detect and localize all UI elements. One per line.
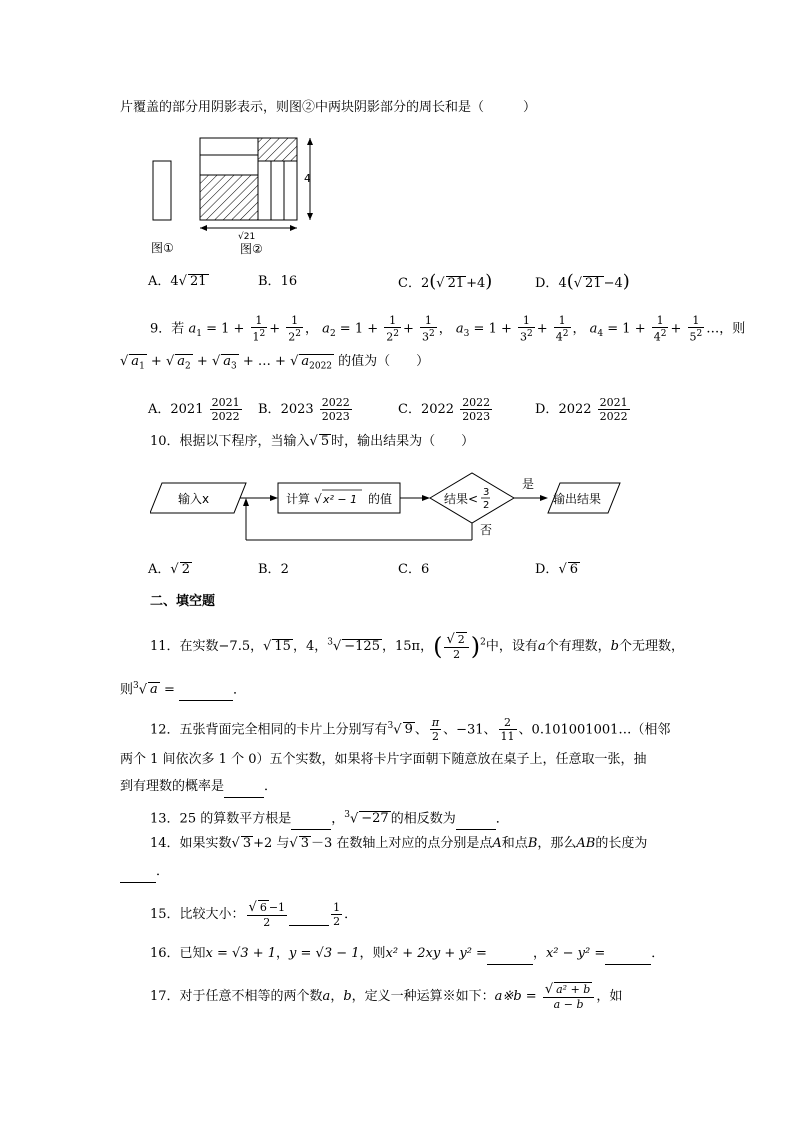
shade-top-right xyxy=(258,138,297,161)
q14-line2: ． xyxy=(120,862,169,883)
flow-no: 否 xyxy=(480,523,493,537)
q16-blank1[interactable] xyxy=(487,944,533,965)
q16-y-eq: y = √3 − 1 xyxy=(289,946,360,961)
q8-option-d: D．4(√ 21 −4) xyxy=(535,271,630,292)
q10-option-b: B．2 xyxy=(258,562,289,577)
shade-bottom-left xyxy=(200,175,258,220)
q9-option-c: C．2022 $\frac{2022}{2023}$ xyxy=(398,396,491,423)
q8-figure xyxy=(145,128,335,258)
width-label: √21 xyxy=(238,232,256,242)
q9-option-d: D．2022 $\frac{2021}{2022}$ xyxy=(535,396,628,423)
flow-compute-expr: x² − 1 xyxy=(323,493,358,506)
q8-option-b: B．16 xyxy=(258,274,298,289)
flow-cond-a: 结果< xyxy=(444,492,479,506)
q10-option-a: A．√ 2 xyxy=(148,562,190,577)
flow-cond-den: 2 xyxy=(483,500,490,511)
flow-yes: 是 xyxy=(522,477,535,491)
q11-line1: 11．在实数−7.5，√ 15 ，4，$^3$√ −125 ，15π，( $\frac{√ 2}{2}$ )$^2$中，设有a个有理数，b个无理数， xyxy=(150,632,684,661)
svg-text:√: √ xyxy=(314,492,322,506)
fig1-rect xyxy=(153,161,171,220)
q10-flowchart xyxy=(150,468,625,548)
flow-compute-b: 的值 xyxy=(368,492,393,506)
q13-blank2[interactable] xyxy=(456,809,496,830)
q13-blank1[interactable] xyxy=(291,809,331,830)
q10-option-c: C．6 xyxy=(398,562,430,577)
q15-line: 15．比较大小： $\frac{√ 6 -1}{2}$ $\frac{1}{2}$ ． xyxy=(150,900,358,929)
q11-blank[interactable] xyxy=(179,680,233,701)
flow-output: 输出结果 xyxy=(553,492,602,506)
flow-input: 输入x xyxy=(178,492,210,506)
fig2-label: 图② xyxy=(240,242,263,256)
q9-option-a: A．2021 $\frac{2021}{2022}$ xyxy=(148,396,240,423)
flow-compute-a: 计算 xyxy=(286,492,311,506)
q12-line2: 两个 1 间依次多 1 个 0）五个实数，如果将卡片字面朝下随意放在桌子上，任意取一张，抽 xyxy=(120,752,647,767)
q15-blank[interactable] xyxy=(289,905,329,926)
flow-cond-num: 3 xyxy=(483,487,490,498)
q12-blank[interactable] xyxy=(224,777,264,798)
q8-option-c: C．2(√ 21 +4) xyxy=(398,271,493,292)
q11-line2: 则$^3$√ a = ． xyxy=(120,676,246,701)
q12-line1: 12．五张背面完全相同的卡片上分别写有$^3$√ 9 、 $\frac{\pi}{2}$ 、−31、 $\frac{2}{11}$ 、0.101001001…（相邻 xyxy=(150,716,671,744)
q17-line: 17．对于任意不相等的两个数a，b，定义一种运算※如下：a※b = $\frac{\text{√ a² + b}}{a - b}$ ，如 xyxy=(150,982,623,1011)
q8-stem-tail: 片覆盖的部分用阴影表示，则图②中两块阴影部分的周长和是（ ） xyxy=(120,100,537,115)
q8-option-a: A．4√ 21 xyxy=(148,274,207,289)
q10-stem: 10．根据以下程序，当输入√ 5 时，输出结果为（ ） xyxy=(150,434,475,449)
height-label: 4 xyxy=(304,172,311,185)
q9-sum-line: √ $a_1$ + √ $a_2$ + √ $a_3$ + … + √ $a_{2022}$ 的值为（ ） xyxy=(120,354,430,372)
q16-line: 16．已知x = √3 + 1，y = √3 − 1，则x² + 2xy + y² = ，x² − y² = ． xyxy=(150,944,664,965)
fig1-label: 图① xyxy=(151,241,174,255)
q16-blank2[interactable] xyxy=(605,944,651,965)
q13-line: 13．25 的算数平方根是 ，$^3$√ −27 的相反数为 ． xyxy=(150,805,509,830)
q14-line1: 14．如果实数√ 3 +2 与√ 3 －3 在数轴上对应的点分别是点A和点B，那么AB的长度为 xyxy=(150,836,648,851)
q14-blank[interactable] xyxy=(120,862,156,883)
q12-line3: 到有理数的概率是 ． xyxy=(120,777,277,798)
q9-stem: 9．若 $a_1 = 1$ + $\frac{1}{1^2}$ + $\frac{1}{2^2}$ ， $a_2 = 1$ + $\frac{1}{2^2}$ + $\frac{1}{3^2}$ ， $a_3 = 1$ + $\frac{1}{3^2}$ + $\frac{1}{4^2}$ ， $a_4 = 1$ + $\frac{1}{4^2}$ + $\frac{1}{5^2}$ …，则 xyxy=(150,314,746,344)
q16-x-eq: x = √3 + 1 xyxy=(205,946,277,961)
section-title: 二、填空题 xyxy=(150,594,216,609)
q9-option-b: B．2023 $\frac{2022}{2023}$ xyxy=(258,396,350,423)
q10-option-d: D．√ 6 xyxy=(535,562,579,577)
